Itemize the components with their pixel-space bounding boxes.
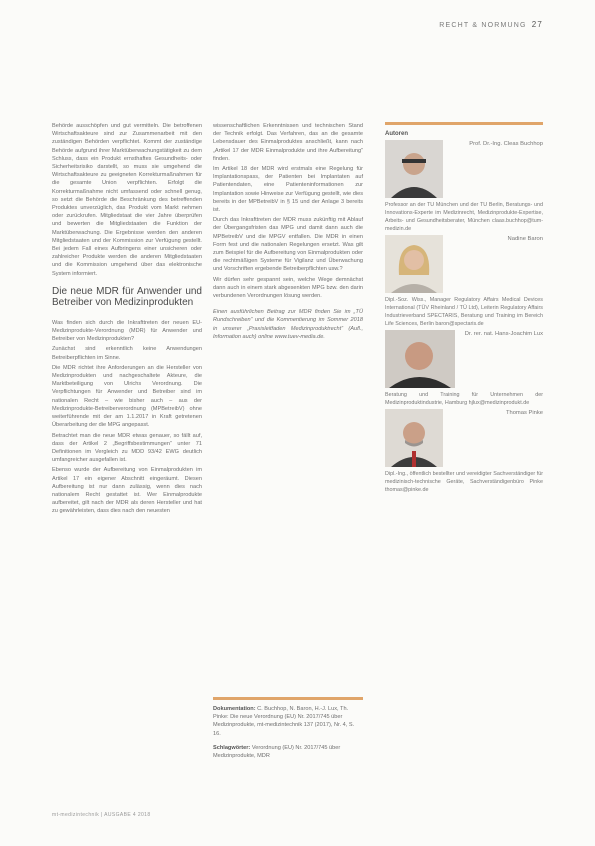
paragraph: Betrachtet man die neue MDR etwas genauer, so fällt auf, dass der Artikel 2 „Begriffsbestimmungen“ unter 71 Definitionen im Vergleich zu MDD 93/42 EWG deutlich umfangreicher ausgefallen ist. (52, 432, 202, 464)
paragraph: Ebenso wurde der Aufbereitung von Einmalprodukten im Artikel 17 ein eigener Abschnitt eingeräumt. Diesen Aufbereitung ist nur dann zulässig, wenn dies nach nationalem Recht gestattet ist. Wer Einmalprodukte aufbereitet, gilt nach der MDR als deren Hersteller und hat zu gewährleisten, dass dies nach den neuesten (52, 467, 202, 515)
author-name: Nadine Baron (507, 236, 543, 243)
orange-rule (213, 697, 363, 700)
paragraph: Zunächst sind erkenntlich keine Anwendungen Betreiberpflichten im Sinne. (52, 346, 202, 361)
running-header (439, 20, 543, 29)
paragraph: Was finden sich durch die Inkrafttreten der neuen EU-Medizinprodukte-Verordnung (MDR) für Anwender und Betreiber von Medizinprodukten? (52, 319, 202, 343)
paragraph: Im Artikel 18 der MDR wird erstmals eine Regelung für Implantationspass, der Patienten bei Implantaten auf Patientendaten, eine Patienteninformationen zur Implantation sowie Hinweise zur Verfügung gestellt, wie dies bereits in der MPBetreibV in § 15 und der Anlage 3 bereits ist. (213, 166, 363, 214)
info-note: Einen ausführlichen Beitrag zur MDR finden Sie im „TÜ Rundschreiben“ und die Kommentierung im Sommer 2018 in unserer „Praxisleitfaden Medizinproduktrecht“ (Aufl., Information auch) online www.tuev-media.de. (213, 309, 363, 340)
author-2 (385, 235, 543, 328)
paragraph: Behörde ausschöpfen und gut vermitteln. Die betroffenen Wirtschaftsakteure sind zur Zusammenarbeit mit den zuständigen Behörden verpflichtet. Kommt der zuständige Behörde aufgrund ihrer Marktüberwachungstätigkeit zu dem Schluss, dass ein Produkt ernsthaftes Gesundheits- oder Sicherheitsrisiko darstellt, so muss sie umgehend die Wirtschaftsakteure zu geeigneten Korrekturmaßnahmen für die gesamte Union verpflichten. Erfolgt die Korrekturmaßnahme nicht umfassend oder schnell genug, so setzt die Behörde die Beschränkung des betreffenden Produktes unverzüglich, das Produkt vom Markt nehmen oder zurückrufen. Mitgliedstaat die vier Jahre überprüfen und bewerten die Mitgliedstaaten die Funktion der Marktüberwachung. Die Ergebnisse werden den anderen Mitgliedstaaten und der Kommission zur Verfügung gestellt. Bei jedem Fall eines Aufbringens einer unsicheren oder zahlreicher Produkte werden die anderen Mitgliedstaaten und die Kommission umgehend über das elektronische System informiert. (52, 123, 202, 277)
author-photo (385, 235, 443, 293)
author-bio: Dipl.-Soz. Wiss., Manager Regulatory Affairs Medical Devices International (TÜV Rheinland / TÜ Ltd), Leiterin Regulatory Affairs Industrieverband SPECTARIS, Beratung und Training im Bereich Life Sciences, Berlin baron@spectaris.de (385, 297, 543, 328)
keywords-text: Verordnung (EU) Nr. 2017/745 über Medizinprodukte, MDR (213, 744, 341, 760)
documentation-text: C. Buchhop, N. Baron, H.-J. Lux, Th. Pinke: Die neue Verordnung (EU) Nr. 2017/745 über Medizinprodukte, mt-medizintechnik 137 (2017), Nr. 4, S. 16. (213, 706, 355, 737)
section-headline: Die neue MDR für Anwender und Betreiber von Medizinprodukten (52, 285, 202, 309)
author-bio: Dipl.-Ing., öffentlich bestellter und vereidigter Sachverständiger für medizinisch-technische Geräte, Sachverständigenbüro Pinke thomas@pinke.de (385, 471, 543, 494)
author-bio: Beratung und Training für Unternehmen der Medizinproduktindustrie, Hamburg hjlux@medizinprodukt.de (385, 392, 543, 407)
author-1 (385, 140, 543, 233)
documentation-box (213, 697, 363, 760)
authors-column (385, 122, 543, 496)
author-name: Thomas Pinke (505, 410, 543, 417)
column-1 (52, 122, 202, 518)
page-number: 27 (531, 20, 543, 29)
page-footer: mt-medizintechnik | AUSGABE 4 2018 (52, 812, 151, 818)
author-3 (385, 330, 543, 407)
paragraph: Durch das Inkrafttreten der MDR muss zukünftig mit Ablauf der Übergangsfristen das MPG und damit dann auch die MPBetreibV und die MPGV entfallen. Die MDR in einen Form fest und die nationalen Regelungen ersetzt. Was gilt zum Beispiel für die Aufbereitung von Einmalprodukten oder die rechtmäßigen Systeme für Vigilanz und Überwachung und Vorschriften ergebende Betreiberpflichten usw.? (213, 217, 363, 273)
author-photo (385, 409, 443, 467)
author-photo (385, 140, 443, 198)
keywords (213, 744, 363, 760)
documentation (213, 705, 363, 738)
documentation-label: Dokumentation: (213, 706, 256, 712)
column-2 (213, 122, 363, 343)
section-label: RECHT & NORMUNG (439, 22, 527, 29)
orange-rule (385, 122, 543, 125)
paragraph: Wir dürfen sehr gespannt sein, welche Wege demnächst dann auch in einem stark abgesenkten MPG bzw. den darin verbundenen Verordnungen lösung werden. (213, 276, 363, 300)
author-photo (385, 330, 455, 388)
paragraph: Die MDR richtet ihre Anforderungen an die Hersteller von Medizinprodukten und nachgeschaltete Akteure, die Marktbeteiligung von Ulrichs Verordnung. Die Verpflichtungen für Anwender und Betreiber sind im nationalen Recht – wie bisher auch – aus der Medizinprodukte-Betreiberverordnung (MPBetreibV) ohne weiterführende mit der am 1.1.2017 in Kraft getretenen Überarbeitung der die MPG angepasst. (52, 364, 202, 429)
keywords-label: Schlagwörter: (213, 744, 251, 751)
author-bio: Professor an der TU München und der TU Berlin, Beratungs- und Innovations-Experte im Medizinrecht, Medizinprodukte-Expertise, Arbeits- und Gesundheitsberater, München claas.buchhop@tum-medizin.de (385, 202, 543, 233)
authors-title: Autoren (385, 131, 408, 137)
author-name: Dr. rer. nat. Hans-Joachim Lux (464, 331, 543, 338)
paragraph: wissenschaftlichen Erkenntnissen und technischen Stand der Technik erfolgt. Das Verfahren, das an die gesamte Lebensdauer des Einmalproduktes anschließt, kann nach „Artikel 17 der MDR Einmalprodukte und ihre Aufbereitung“ finden. (213, 123, 363, 162)
author-4 (385, 409, 543, 494)
author-name: Prof. Dr.-Ing. Cleas Buchhop (469, 141, 543, 148)
